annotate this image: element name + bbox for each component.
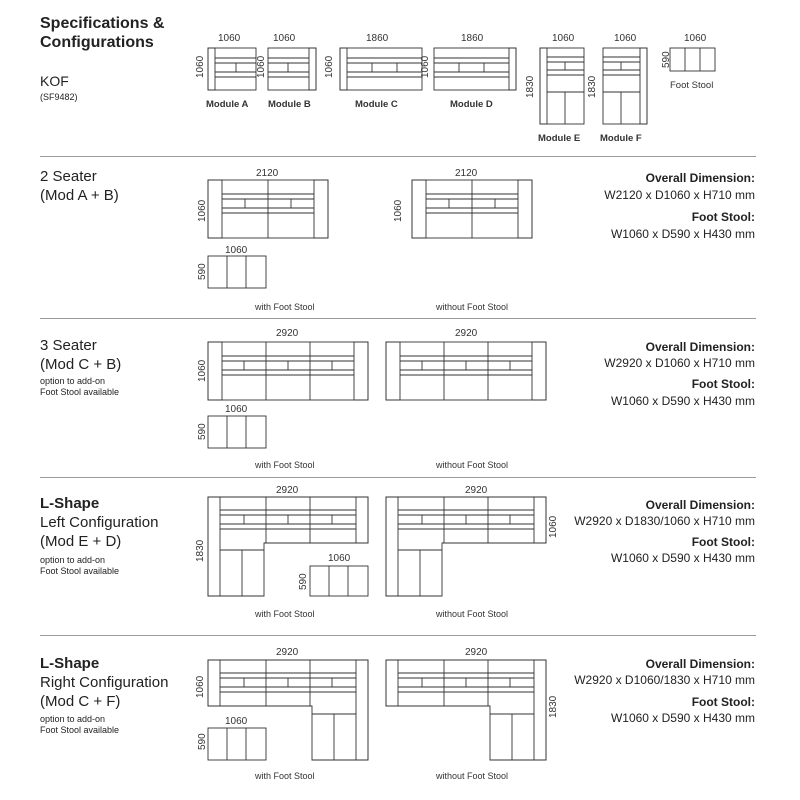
stool-width: 1060: [328, 553, 351, 564]
dim-depth-with: 1060: [195, 675, 206, 698]
module-d-drawing: [434, 48, 516, 90]
overall-dimension-value: W2920 x D1060 x H710 mm: [604, 356, 755, 370]
module-d-depth: 1060: [420, 55, 431, 78]
module-d-label: Module D: [450, 99, 493, 110]
overall-dimension-value: W2120 x D1060 x H710 mm: [604, 188, 755, 202]
overall-dimension-value: W2920 x D1060/1830 x H710 mm: [574, 673, 755, 687]
l-shape-right-with-stool-drawing: [208, 660, 368, 760]
stool-depth: 590: [197, 733, 208, 750]
caption-with-stool: with Foot Stool: [255, 460, 315, 470]
module-e-label: Module E: [538, 133, 581, 144]
caption-without-stool: without Foot Stool: [436, 771, 509, 781]
l-shape-right-without-stool-drawing: [386, 660, 546, 760]
section-note: option to add-on Foot Stool available: [40, 555, 120, 576]
module-c-label: Module C: [355, 99, 398, 110]
section-note: option to add-on Foot Stool available: [40, 376, 120, 397]
dim-width-with: 2920: [276, 647, 299, 658]
dim-width-with: 2920: [276, 485, 299, 496]
foot-stool-spec-value: W1060 x D590 x H430 mm: [610, 227, 755, 241]
three-seater-without-stool-drawing: [386, 342, 546, 400]
page-title-line1: Specifications &: [40, 15, 165, 32]
product-name: KOF: [40, 73, 69, 89]
dim-depth-with: 1060: [197, 359, 208, 382]
module-a-width: 1060: [218, 33, 241, 44]
stool-drawing: [310, 566, 368, 596]
product-code: (SF9482): [40, 92, 78, 102]
caption-without-stool: without Foot Stool: [436, 609, 509, 619]
stool-depth: 590: [298, 573, 309, 590]
dim-width-with: 2120: [256, 168, 279, 179]
module-e-width: 1060: [552, 33, 575, 44]
section-title: L-Shape: [40, 495, 100, 512]
dim-depth-without: 1060: [548, 515, 559, 538]
dim-width-without: 2120: [455, 168, 478, 179]
module-b-drawing: [268, 48, 316, 90]
three-seater-with-stool-drawing: [208, 342, 368, 400]
foot-stool-label: Foot Stool: [670, 80, 714, 91]
section-title: L-Shape: [40, 655, 100, 672]
page-title-line2: Configurations: [40, 34, 154, 51]
module-b-label: Module B: [268, 99, 311, 110]
module-d-width: 1860: [461, 33, 484, 44]
foot-stool-spec-value: W1060 x D590 x H430 mm: [610, 394, 755, 408]
foot-stool-spec-value: W1060 x D590 x H430 mm: [610, 711, 755, 725]
module-f-depth: 1830: [587, 75, 598, 98]
section-title: 3 Seater: [40, 337, 97, 354]
module-f-label: Module F: [600, 133, 642, 144]
caption-with-stool: with Foot Stool: [255, 609, 315, 619]
foot-stool-spec-label: Foot Stool:: [691, 210, 755, 224]
foot-stool-drawing: [670, 48, 715, 71]
stool-depth: 590: [197, 263, 208, 280]
caption-without-stool: without Foot Stool: [436, 460, 509, 470]
module-c-depth: 1060: [324, 55, 335, 78]
foot-stool-width: 1060: [684, 33, 707, 44]
module-c-width: 1860: [366, 33, 389, 44]
overall-dimension-label: Overall Dimension:: [645, 657, 755, 671]
foot-stool-depth: 590: [661, 51, 672, 68]
dim-depth-without: 1060: [393, 199, 404, 222]
stool-depth: 590: [197, 423, 208, 440]
module-a-drawing: [208, 48, 256, 90]
overall-dimension-value: W2920 x D1830/1060 x H710 mm: [574, 514, 755, 528]
stool-width: 1060: [225, 716, 248, 727]
caption-with-stool: with Foot Stool: [255, 771, 315, 781]
stool-drawing: [208, 728, 266, 760]
dim-width-without: 2920: [455, 328, 478, 339]
stool-drawing: [208, 256, 266, 288]
l-shape-left-without-stool-drawing: [386, 497, 546, 596]
dim-depth-with: 1830: [195, 539, 206, 562]
stool-drawing: [208, 416, 266, 448]
dim-depth-without: 1830: [548, 695, 559, 718]
l-shape-left-with-stool-drawing: [208, 497, 368, 596]
module-b-depth: 1060: [256, 55, 267, 78]
section-note: option to add-on Foot Stool available: [40, 714, 120, 735]
module-f-drawing: [603, 48, 647, 124]
section-subtitle-2: (Mod E + D): [40, 533, 122, 550]
dim-width-without: 2920: [465, 647, 488, 658]
module-a-label: Module A: [206, 99, 249, 110]
section-subtitle: (Mod A + B): [40, 187, 119, 204]
two-seater-with-stool-drawing: [208, 180, 328, 238]
section-subtitle: (Mod C + B): [40, 356, 122, 373]
section-title: 2 Seater: [40, 168, 97, 185]
overall-dimension-label: Overall Dimension:: [645, 340, 755, 354]
overall-dimension-label: Overall Dimension:: [645, 498, 755, 512]
module-b-width: 1060: [273, 33, 296, 44]
stool-width: 1060: [225, 245, 248, 256]
foot-stool-spec-label: Foot Stool:: [691, 535, 755, 549]
dim-depth-with: 1060: [197, 199, 208, 222]
module-c-drawing: [340, 48, 422, 90]
module-e-depth: 1830: [525, 75, 536, 98]
stool-width: 1060: [225, 404, 248, 415]
module-e-drawing: [540, 48, 584, 124]
dim-width-with: 2920: [276, 328, 299, 339]
module-f-width: 1060: [614, 33, 637, 44]
section-subtitle-2: (Mod C + F): [40, 693, 121, 710]
foot-stool-spec-label: Foot Stool:: [691, 695, 755, 709]
dim-width-without: 2920: [465, 485, 488, 496]
caption-with-stool: with Foot Stool: [255, 302, 315, 312]
foot-stool-spec-label: Foot Stool:: [691, 377, 755, 391]
section-subtitle: Left Configuration: [40, 514, 159, 531]
two-seater-without-stool-drawing: [412, 180, 532, 238]
section-subtitle: Right Configuration: [40, 674, 169, 691]
module-a-depth: 1060: [195, 55, 206, 78]
caption-without-stool: without Foot Stool: [436, 302, 509, 312]
overall-dimension-label: Overall Dimension:: [645, 171, 755, 185]
foot-stool-spec-value: W1060 x D590 x H430 mm: [610, 551, 755, 565]
